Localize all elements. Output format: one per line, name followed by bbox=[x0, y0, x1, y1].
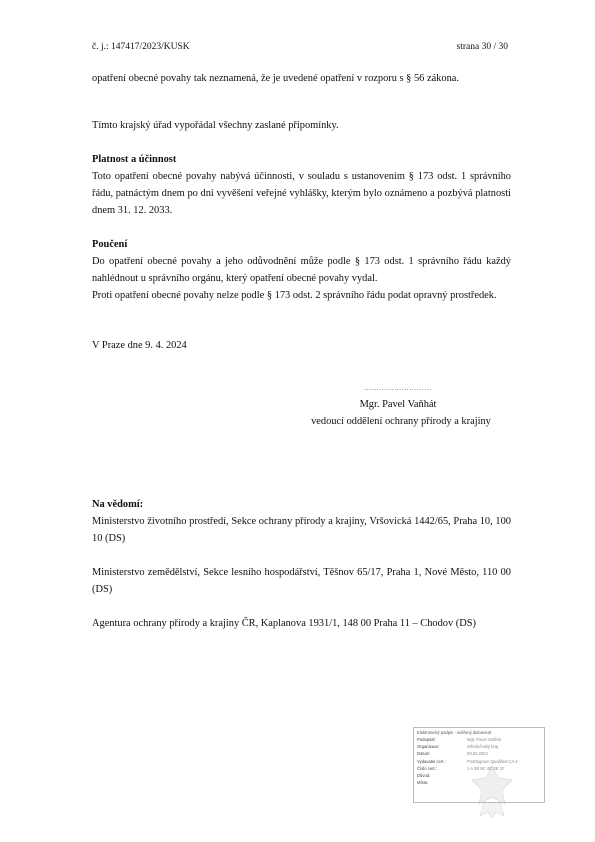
e-signature-title: Elektronický podpis - ověřený dokument bbox=[417, 730, 492, 735]
validity-heading: Platnost a účinnost bbox=[92, 154, 177, 165]
signatory-name: Mgr. Pavel Vaňhát bbox=[359, 399, 437, 410]
instruction-heading: Poučení bbox=[92, 239, 128, 250]
instruction-text-1: Do opatření obecné povahy a jeho odůvodnění může podle § 173 odst. 1 správního řádu každý nahlédnout u správního orgánu, který opatření obecné povahy vydal. bbox=[92, 256, 511, 284]
e-signature-row: Podepsal: Mgr. Pavel Vaňhát bbox=[417, 737, 501, 742]
e-signature-row: Vydavatel cert.: PostSignum Qualified CA 4 bbox=[417, 758, 518, 764]
distribution-item: Ministerstvo zemědělství, Sekce lesního hospodářství, Těšnov 65/17, Praha 1, Nové Město, 110 00 (DS) bbox=[92, 567, 511, 595]
paragraph-continuation: opatření obecné povahy tak neznamená, že je uvedené opatření v rozporu s § 56 zákona. bbox=[92, 73, 459, 84]
e-signature-row: Organizace: Středočeský kraj bbox=[417, 744, 498, 750]
section-instruction bbox=[92, 236, 511, 304]
distribution-section bbox=[92, 496, 511, 632]
distribution-item: Agentura ochrany přírody a krajiny ČR, Kaplanova 1931/1, 148 00 Praha 11 – Chodov (DS) bbox=[92, 618, 476, 629]
signature-dots: ……………………… bbox=[364, 384, 432, 392]
e-signature-row: Důvod: bbox=[417, 773, 431, 779]
place-date: V Praze dne 9. 4. 2024 bbox=[92, 340, 187, 351]
e-signature-row: Datum: 09.04.2024 bbox=[417, 751, 488, 757]
distribution-heading: Na vědomí: bbox=[92, 499, 144, 510]
document-reference: č. j.: 147417/2023/KUSK bbox=[92, 42, 190, 52]
page-number: strana 30 / 30 bbox=[456, 42, 508, 52]
validity-text: Toto opatření obecné povahy nabývá účinnosti, v souladu s ustanovením § 173 odst. 1 správního řádu, patnáctým dnem po dni vyvěšení veřejné vyhlášky, kterým bylo oznámeno a pozbývá platnosti dnem 31. 12. 2033. bbox=[92, 171, 511, 216]
signatory-position: vedoucí oddělení ochrany přírody a krajiny bbox=[311, 416, 491, 427]
e-signature-row: Místo: bbox=[417, 780, 429, 786]
paragraph-comments-resolved: Tímto krajský úřad vypořádal všechny zaslané připomínky. bbox=[92, 120, 339, 131]
instruction-text-2: Proti opatření obecné povahy nelze podle § 173 odst. 2 správního řádu podat opravný prostředek. bbox=[92, 290, 497, 301]
section-validity bbox=[92, 151, 511, 219]
e-signature-row: Číslo cert.: 1 A 0B 9C 4D 3E 1F bbox=[417, 765, 505, 771]
electronic-signature-box bbox=[413, 727, 545, 803]
distribution-item: Ministerstvo životního prostředí, Sekce ochrany přírody a krajiny, Vršovická 1442/65, Praha 10, 100 10 (DS) bbox=[92, 516, 511, 544]
